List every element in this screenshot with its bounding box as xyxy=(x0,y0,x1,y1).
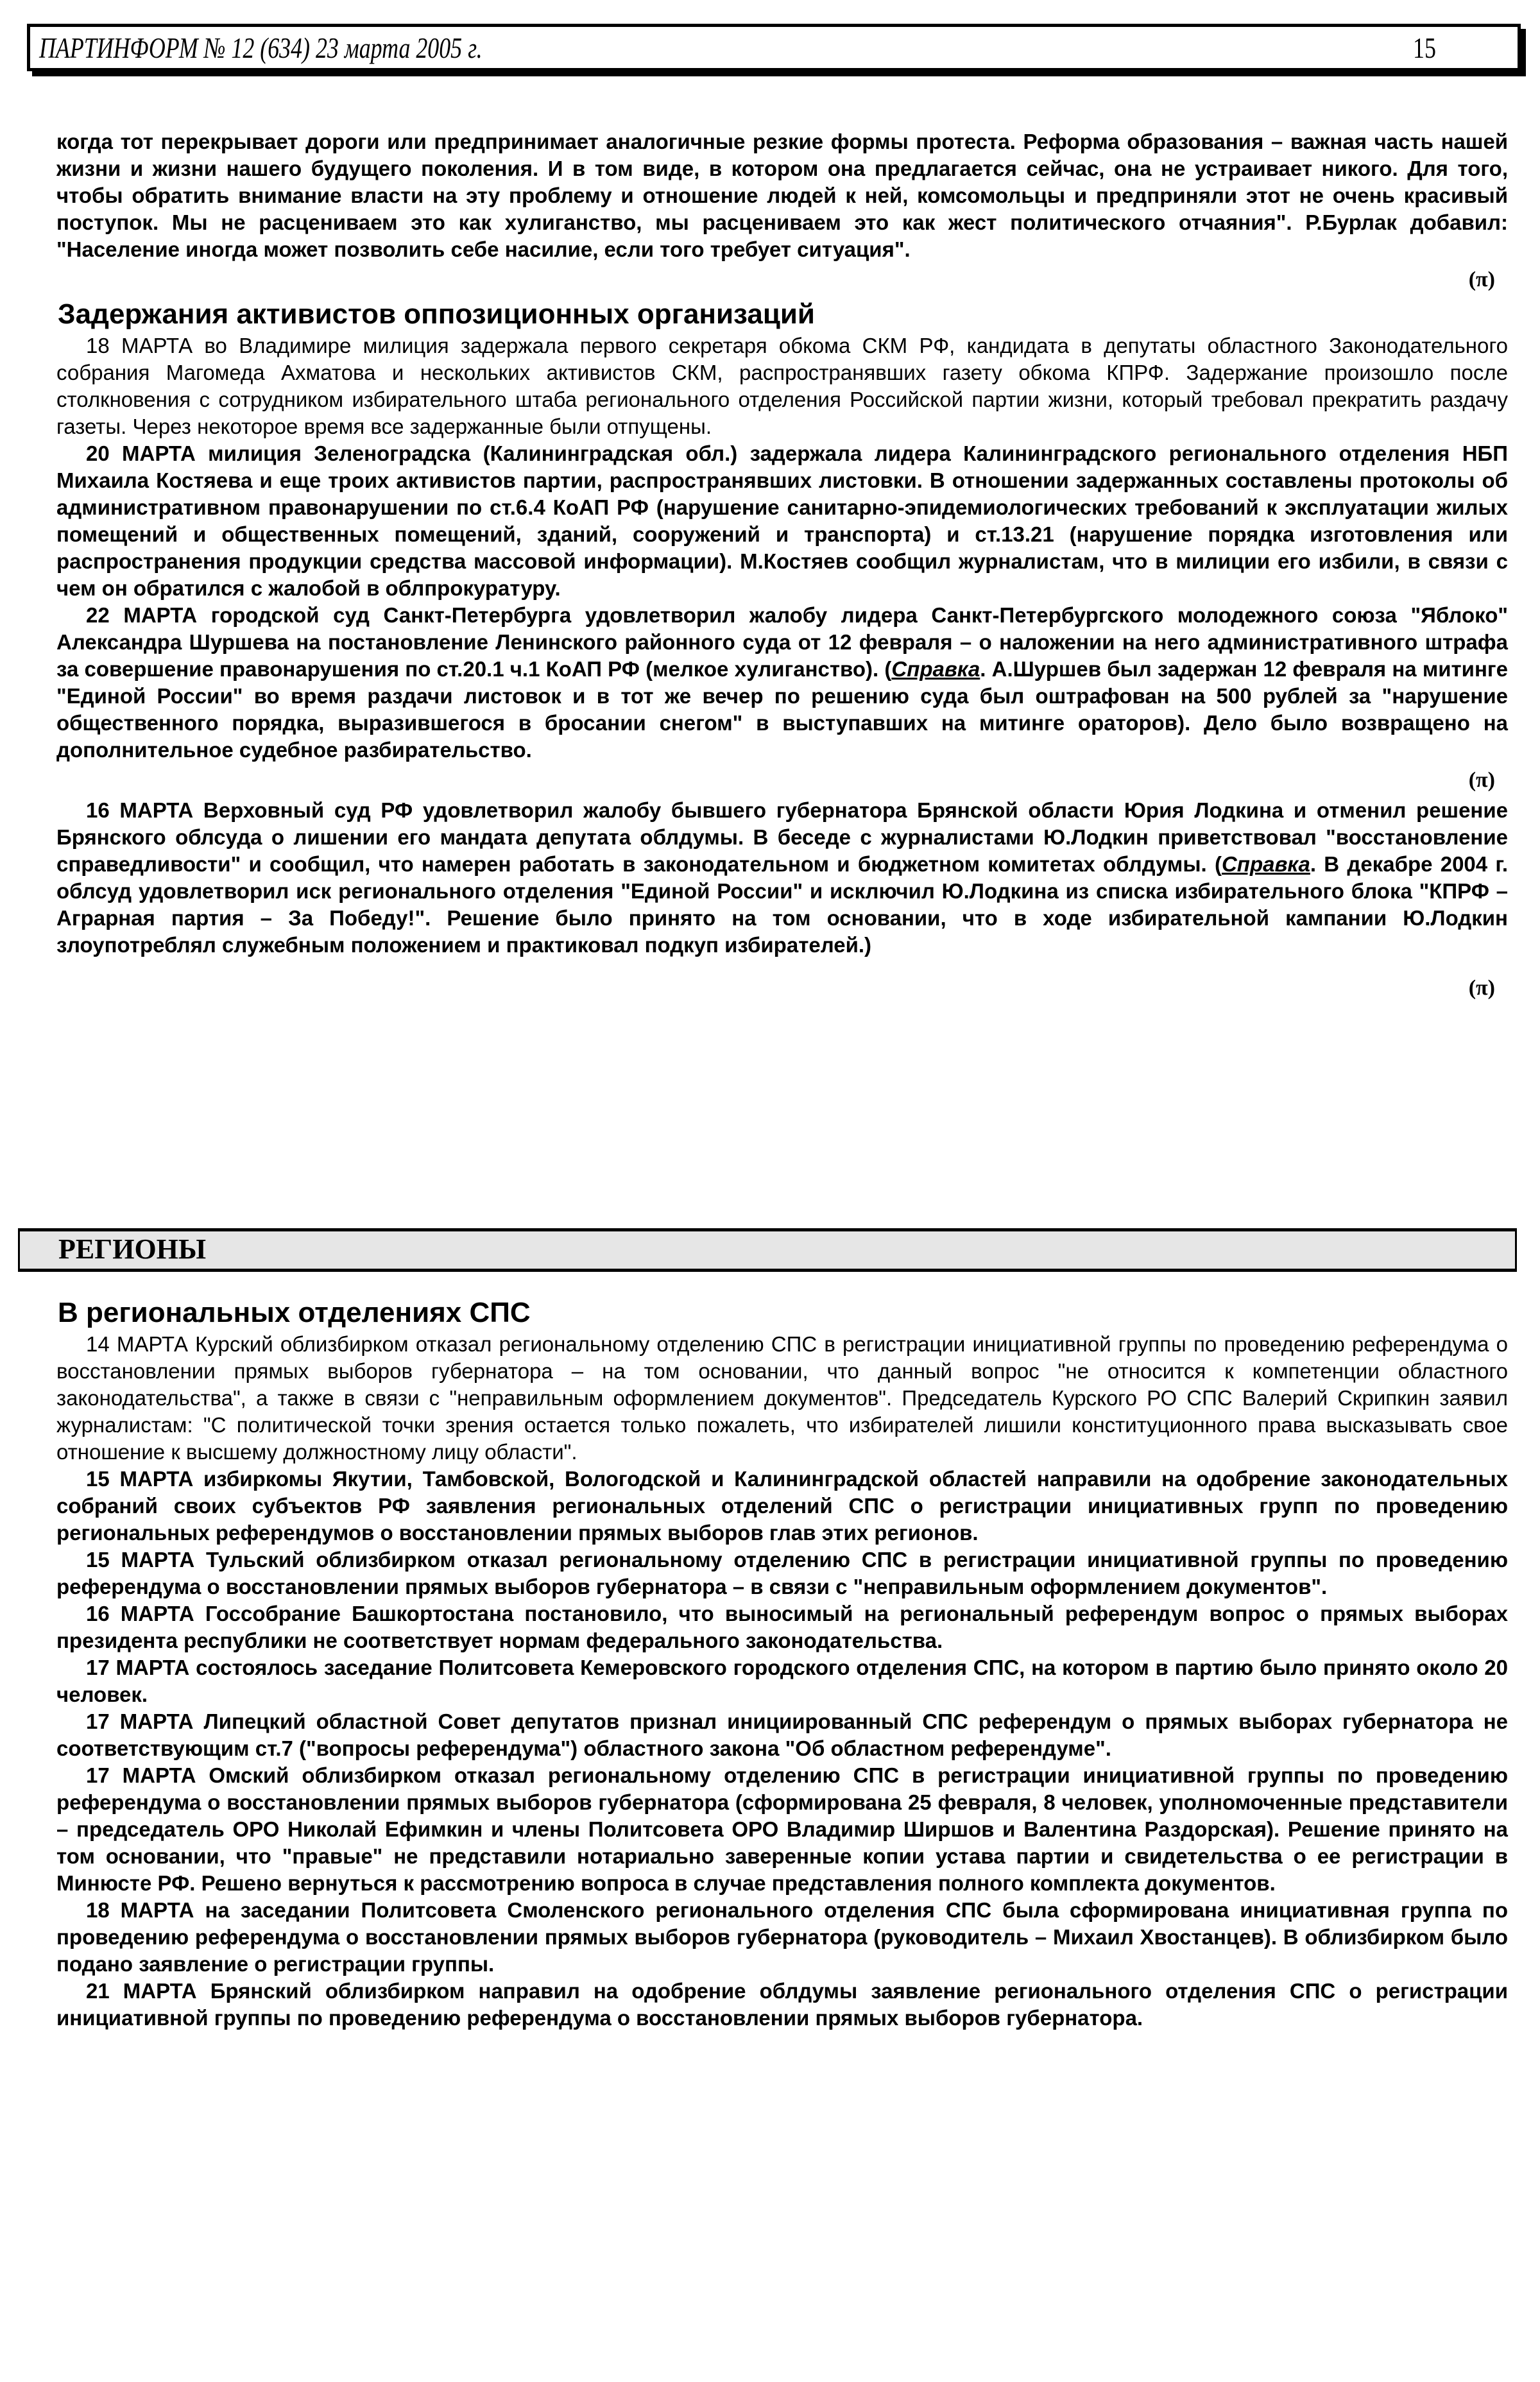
news-date: 15 МАРТА xyxy=(86,1548,195,1572)
news-item xyxy=(56,1654,1508,1708)
news-item xyxy=(56,602,1508,764)
source-mark: (π) xyxy=(1468,768,1495,792)
news-date: 20 МАРТА xyxy=(86,441,196,465)
lower-column xyxy=(56,1295,1508,2032)
news-item xyxy=(56,797,1508,959)
news-item xyxy=(56,1600,1508,1654)
news-text: во Владимире милиция задержала первого секретаря обкома СКМ РФ, кандидата в депутаты областного Законодательного собрания Магомеда Ахматова и нескольких активистов СКМ, распространявших газету обкома КПРФ. Задержание произошло после столкновения с сотрудником избирательного штаба регионального отделения Российской партии жизни, который требовал прекратить раздачу газеты. Через некоторое время все задержанные были отпущены. xyxy=(56,334,1509,438)
news-item xyxy=(56,1978,1508,2032)
news-item xyxy=(56,440,1508,602)
news-text: состоялось заседание Политсовета Кемеровского городского отделения СПС, на котором в партию было принято около 20 человек. xyxy=(56,1656,1508,1706)
news-item xyxy=(56,1466,1508,1547)
news-item xyxy=(56,1897,1508,1978)
section-bar-regions xyxy=(18,1228,1517,1272)
news-date: 17 МАРТА xyxy=(86,1656,190,1679)
news-date: 22 МАРТА xyxy=(86,603,198,627)
masthead xyxy=(27,24,1521,71)
news-text: избиркомы Якутии, Тамбовской, Вологодской и Калининградской областей направили на одобрение законодательных собраний своих субъектов РФ заявления региональных отделений СПС о регистрации инициативных групп по проведению региональных референдумов о восстановлении прямых выборов глав этих регионов. xyxy=(56,1467,1508,1545)
news-date: 14 МАРТА xyxy=(86,1332,188,1356)
article-heading-sps: В региональных отделениях СПС xyxy=(58,1297,531,1328)
upper-column xyxy=(56,128,1508,1005)
news-item xyxy=(56,1708,1508,1762)
news-text: Курский облизбирком отказал региональному отделению СПС в регистрации инициативной группы по проведению референдума о восстановлении прямых выборов губернатора – на том основании, что данный вопрос "не относится к компетенции областного законодательства", а также в связи с "неправильным оформлением документов". Председатель Курского РО СПС Валерий Скрипкин заявил журналистам: "С политической точки зрения остается только пожалеть, что избирателей лишили конституционного права высказывать свое отношение к высшему должностному лицу области". xyxy=(56,1332,1508,1464)
publication-title: ПАРТИНФОРМ № 12 (634) 23 марта 2005 г. xyxy=(39,31,483,64)
news-date: 16 МАРТА xyxy=(86,798,194,822)
news-text: Тульский облизбирком отказал региональному отделению СПС в регистрации инициативной группы по проведению референдума о восстановлении прямых выборов губернатора – в связи с "неправильным оформлением документов". xyxy=(56,1548,1508,1598)
news-date: 18 МАРТА xyxy=(86,334,193,357)
news-text: Верховный суд РФ удовлетворил жалобу бывшего губернатора Брянской области Юрия Лодкина и отменил решение Брянского облсуда о лишении его мандата депутата облдумы. В беседе с журналистами Ю.Лодкин приветствовал "восстановление справедливости" и сообщил, что намерен работать в законодательном и бюджетном комитетах облдумы. ( xyxy=(56,798,1508,876)
news-item xyxy=(56,332,1508,440)
news-date: 15 МАРТА xyxy=(86,1467,194,1491)
intro-paragraph: когда тот перекрывает дороги или предпринимает аналогичные резкие формы протеста. Реформа образования – важная часть нашей жизни и жизни нашего будущего поколения. И в том виде, в котором она предлагается сейчас, она не устраивает никого. Для того, чтобы обратить внимание власти на эту проблему и отношение людей к ней, комсомольцы и предприняли этот не очень красивый поступок. Мы не расцениваем это как хулиганство, мы расцениваем это как жест политического отчаяния". Р.Бурлак добавил: "Население иногда может позволить себе насилие, если того требует ситуация". xyxy=(56,130,1508,261)
news-date: 18 МАРТА xyxy=(86,1898,194,1922)
news-text-cont: . В декабре 2004 г. облсуд удовлетворил иск регионального отделения "Единой России" и исключил Ю.Лодкина из списка избирательного блока "КПРФ – Аграрная партия – За Победу!". Решение было принято на том основании, что в ходе избирательной кампании Ю.Лодкин злоупотреблял служебным положением и практиковал подкуп избирателей.) xyxy=(56,852,1509,957)
news-item xyxy=(56,1762,1508,1897)
news-date: 17 МАРТА xyxy=(86,1709,194,1733)
news-text: Госсобрание Башкортостана постановило, что выносимый на региональный референдум вопрос о прямых выборах президента республики не соответствует нормам федерального законодательства. xyxy=(56,1602,1509,1652)
news-date: 16 МАРТА xyxy=(86,1602,194,1625)
source-mark: (π) xyxy=(1468,268,1495,291)
news-text: Омский облизбирком отказал региональному отделению СПС в регистрации инициативной группы по проведению референдума о восстановлении прямых выборов губернатора (сформирована 25 февраля, 8 человек, уполномоченные представители – председатель ОРО Николай Ефимкин и члены Политсовета ОРО Владимир Ширшов и Валентина Раздорская). Решение принято на том основании, что "правые" не представили нотариально заверенные копии устава партии и свидетельства о ее регистрации в Минюсте РФ. Решено вернуться к рассмотрению вопроса в случае представления полного комплекта документов. xyxy=(56,1763,1508,1895)
news-text-cont: . А.Шуршев был задержан 12 февраля на митинге "Единой России" во время раздачи листовок и в тот же вечер по решению суда был оштрафован на 500 рублей за "нарушение общественного порядка, выразившегося в бросании снегом" в выступавших на митинге ораторов). Дело было возвращено на дополнительное судебное разбирательство. xyxy=(56,657,1508,762)
news-text: на заседании Политсовета Смоленского регионального отделения СПС была сформирована инициативная группа по проведению референдума о восстановлении прямых выборов губернатора (руководитель – Михаил Хвостанцев). В облизбирком было подано заявление о регистрации группы. xyxy=(56,1898,1508,1976)
news-item xyxy=(56,1547,1508,1600)
news-date: 17 МАРТА xyxy=(86,1763,196,1787)
news-date: 21 МАРТА xyxy=(86,1979,197,2003)
news-text: Брянский облизбирком направил на одобрение облдумы заявление регионального отделения СПС о регистрации инициативной группы по проведению референдума о восстановлении прямых выборов губернатора. xyxy=(56,1979,1509,2030)
news-text: городской суд Санкт-Петербурга удовлетворил жалобу лидера Санкт-Петербургского молодежного союза "Яблоко" Александра Шуршева на постановление Ленинского районного суда от 12 февраля – о наложении на него административного штрафа за совершение правонарушения по ст.20.1 ч.1 КоАП РФ (мелкое хулиганство). ( xyxy=(56,603,1508,681)
source-mark: (π) xyxy=(1468,976,1495,1000)
news-text: милиция Зеленоградска (Калининградская обл.) задержала лидера Калининградского регионального отделения НБП Михаила Костяева и еще троих активистов партии, распространявших листовки. В отношении задержанных составлены протоколы об административном правонарушении по ст.6.4 КоАП РФ (нарушение санитарно-эпидемиологических требований к эксплуатации жилых помещений и общественных помещений, зданий, сооружений и транспорта) и ст.13.21 (нарушение порядка изготовления или распространения продукции средства массовой информации). М.Костяев сообщил журналистам, что в милиции его избили, в связи с чем он обратился с жалобой в облпрокуратуру. xyxy=(56,441,1508,600)
page-number: 15 xyxy=(1413,31,1436,64)
article-heading-detentions: Задержания активистов оппозиционных организаций xyxy=(58,298,815,330)
reference-note-label: Справка xyxy=(1221,852,1310,876)
section-label: РЕГИОНЫ xyxy=(58,1233,207,1265)
reference-note-label: Справка xyxy=(891,657,980,681)
news-text: Липецкий областной Совет депутатов признал инициированный СПС референдум о прямых выборах губернатора не соответствующим ст.7 ("вопросы референдума") областного закона "Об областном референдуме". xyxy=(56,1709,1508,1760)
news-item xyxy=(56,1331,1508,1466)
